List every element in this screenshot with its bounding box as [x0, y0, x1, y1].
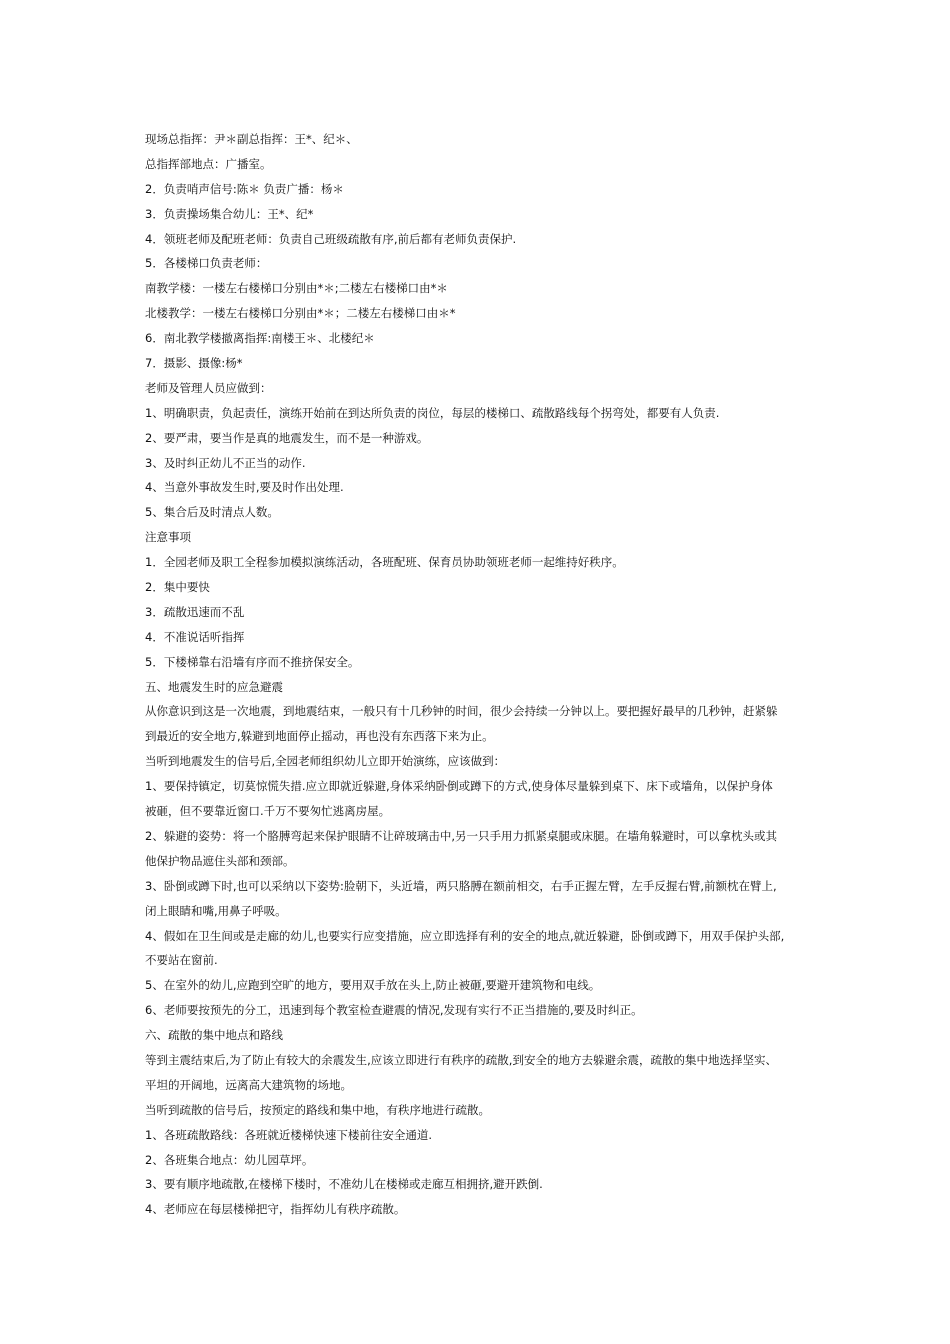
text-line: 4．领班老师及配班老师：负责自己班级疏散有序,前后都有老师负责保护. — [145, 231, 517, 246]
text-line: 到最近的安全地方,躲避到地面停止摇动，再也没有东西落下来为止。 — [145, 729, 494, 744]
text-line: 1、要保持镇定，切莫惊慌失措.应立即就近躲避,身体采纳卧倒或蹲下的方式,使身体尽量躲到桌下、床下或墙角，以保护身体 — [145, 779, 773, 794]
text-line: 5．各楼梯口负责老师： — [145, 256, 268, 271]
text-line: 3、卧倒或蹲下时,也可以采纳以下姿势:脸朝下，头近墙，两只胳膊在额前相交，右手正握左臂，左手反握右臂,前额枕在臂上, — [145, 878, 777, 893]
text-line: 4、当意外事故发生时,要及时作出处理. — [145, 480, 344, 495]
text-line: 2、各班集合地点：幼儿园草坪。 — [145, 1152, 314, 1167]
text-line: 7．摄影、摄像:杨* — [145, 356, 243, 371]
text-line: 从你意识到这是一次地震，到地震结束，一般只有十几秒钟的时间，很少会持续一分钟以上。要把握好最早的几秒钟，赶紧躲 — [145, 704, 778, 719]
text-line: 闭上眼睛和嘴,用鼻子呼吸。 — [145, 903, 287, 918]
text-line: 3．负责操场集合幼儿：王*、纪* — [145, 206, 314, 221]
text-line: 五、地震发生时的应急避震 — [145, 679, 283, 694]
text-line: 等到主震结束后,为了防止有较大的余震发生,应该立即进行有秩序的疏散,到安全的地方去躲避余震，疏散的集中地选择坚实、 — [145, 1052, 777, 1067]
text-line: 3．疏散迅速而不乱 — [145, 604, 245, 619]
text-line: 3、要有顺序地疏散,在楼梯下楼时，不准幼儿在楼梯或走廊互相拥挤,避开跌倒. — [145, 1177, 543, 1192]
text-line: 1、各班疏散路线：各班就近楼梯快速下楼前往安全通道. — [145, 1127, 432, 1142]
text-line: 六、疏散的集中地点和路线 — [145, 1028, 283, 1043]
text-line: 4、老师应在每层楼梯把守，指挥幼儿有秩序疏散。 — [145, 1202, 406, 1217]
text-line: 2、躲避的姿势：将一个胳膊弯起来保护眼睛不让碎玻璃击中,另一只手用力抓紧桌腿或床腿。在墙角躲避时，可以拿枕头或其 — [145, 828, 777, 843]
text-line: 1、明确职责，负起责任，演练开始前在到达所负责的岗位，每层的楼梯口、疏散路线每个拐弯处，都要有人负责. — [145, 405, 720, 420]
text-line: 注意事项 — [145, 530, 191, 545]
text-line: 5．下楼梯靠右沿墙有序而不推挤保安全。 — [145, 654, 360, 669]
text-line: 5、在室外的幼儿,应跑到空旷的地方，要用双手放在头上,防止被砸,要避开建筑物和电线。 — [145, 978, 601, 993]
text-line: 2．负责哨声信号:陈＊ 负责广播：杨＊ — [145, 181, 344, 196]
text-line: 5、集合后及时清点人数。 — [145, 505, 279, 520]
text-line: 2、要严肃，要当作是真的地震发生，而不是一种游戏。 — [145, 430, 429, 445]
text-line: 当听到疏散的信号后，按预定的路线和集中地，有秩序地进行疏散。 — [145, 1102, 490, 1117]
text-line: 现场总指挥：尹＊副总指挥：王*、纪＊、 — [145, 132, 358, 146]
text-line: 2．集中要快 — [145, 580, 210, 595]
text-line: 他保护物品遮住头部和颈部。 — [145, 853, 295, 868]
text-line: 被砸，但不要靠近窗口.千万不要匆忙逃离房屋。 — [145, 804, 391, 819]
text-line: 6．南北教学楼撤离指挥:南楼王＊、北楼纪＊ — [145, 331, 375, 346]
text-line: 不要站在窗前. — [145, 953, 218, 968]
text-line: 1．全园老师及职工全程参加模拟演练活动，各班配班、保育员协助领班老师一起维持好秩序。 — [145, 555, 624, 570]
text-line: 南教学楼：一楼左右楼梯口分别由*＊;二楼左右楼梯口由*＊ — [145, 281, 448, 296]
text-line: 平坦的开阔地，远离高大建筑物的场地。 — [145, 1077, 352, 1092]
text-line: 北楼教学：一楼左右楼梯口分别由*＊；二楼左右楼梯口由＊* — [145, 306, 456, 321]
document-body — [145, 127, 815, 1222]
text-line: 4、假如在卫生间或是走廊的幼儿,也要实行应变措施，应立即选择有利的安全的地点,就近躲避，卧倒或蹲下，用双手保护头部, — [145, 928, 785, 943]
text-line: 总指挥部地点：广播室。 — [145, 156, 272, 171]
text-line: 老师及管理人员应做到： — [145, 380, 272, 395]
text-line: 3、及时纠正幼儿不正当的动作. — [145, 455, 306, 470]
text-line: 当听到地震发生的信号后,全园老师组织幼儿立即开始演练，应该做到： — [145, 754, 506, 769]
text-line: 4．不准说话听指挥 — [145, 629, 245, 644]
text-line: 6、老师要按预先的分工，迅速到每个教室检查避震的情况,发现有实行不正当措施的,要及时纠正。 — [145, 1003, 643, 1018]
